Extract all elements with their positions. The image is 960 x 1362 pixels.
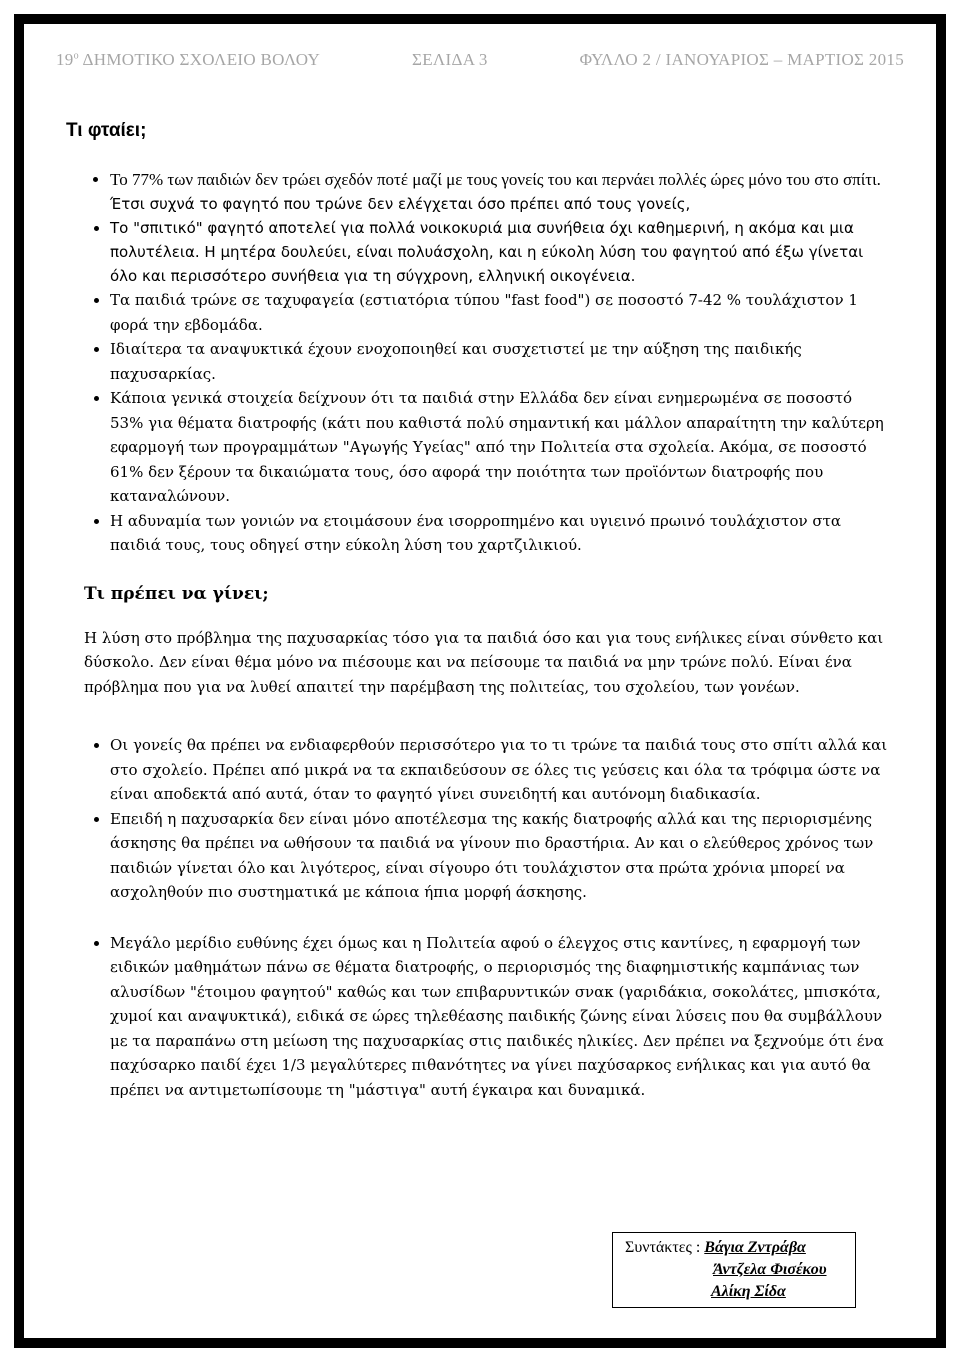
section-title-solutions: Τι πρέπει να γίνει; [84, 583, 269, 604]
list-item: • Το "σπιτικό" φαγητό αποτελεί για πολλά νοικοκυριά μια συνήθεια όχι καθημερινή, η ακόμα και μια πολυτέλεια. Η μητέρα δουλεύει, είναι πολυάσχολη, και η εύκολη λύση του φαγητού από έξω γίνεται όλο και περισσότερο συνήθεια για τη σύγχρονη, ελληνική οικογένεια. [110, 216, 890, 288]
list-item: • Η αδυναμία των γονιών να ετοιμάσουν ένα ισορροπημένο και υγιεινό πρωινό τουλάχιστον στα παιδιά τους, τους οδηγεί στην εύκολη λύση του χαρτζιλικιού. [110, 509, 890, 558]
header-page: ΣΕΛΙΔΑ 3 [412, 50, 488, 69]
authors-box [612, 1232, 856, 1308]
list-item: • Μεγάλο μερίδιο ευθύνης έχει όμως και η Πολιτεία αφού ο έλεγχος στις καντίνες, η εφαρμογή των ειδικών μαθημάτων πάνω σε θέματα διατροφής, ο περιορισμός της διαφημιστικής καμπάνιας των αλυσίδων "έτοιμου φαγητού" καθώς και των επιβαρυντικών σνακ (γαριδάκια, σοκολάτες, μπισκότα, χυμοί και αναψυκτικά), ειδικά σε ώρες τηλεθέασης παιδικής ζώνης είναι λύσεις που θα συμβάλλουν με τα παραπάνω στη μείωση της παχυσαρκίας στις παιδικές ηλικίες. Δεν πρέπει να ξεχνούμε ότι ένα παχύσαρκο παιδί έχει 1/3 μεγαλύτερες πιθανότητες να γίνει παχύσαρκος ενήλικας και για αυτό θα πρέπει να αντιμετωπίσουμε τη "μάστιγα" αυτή έγκαιρα και δυναμικά. [110, 931, 890, 1103]
solutions-list [66, 733, 890, 1102]
solutions-intro: Η λύση στο πρόβλημα της παχυσαρκίας τόσο για τα παιδιά όσο και για τους ενήλικες είναι σύνθετο και δύσκολο. Δεν είναι θέμα μόνο να πιέσουμε και να πείσουμε τα παιδιά να μην τρώνε πολύ. Είναι ένα πρόβλημα που για να λυθεί απαιτεί την παρέμβαση της πολιτείας, του σχολείου, των γονέων. [84, 628, 884, 696]
header-issue: ΦΥΛΛΟ 2 / ΙΑΝΟΥΑΡΙΟΣ – ΜΑΡΤΙΟΣ 2015 [579, 50, 904, 69]
author-name: Βάγια Ζντράβα [704, 1239, 806, 1256]
author-name: Αλίκη Σίδα [711, 1283, 786, 1300]
running-header [56, 50, 904, 70]
authors-label: Συντάκτες : [625, 1239, 701, 1256]
list-item: • Επειδή η παχυσαρκία δεν είναι μόνο αποτέλεσμα της κακής διατροφής αλλά και της περιορισμένης άσκησης θα πρέπει να ωθήσουν τα παιδιά να γίνουν πιο δραστήρια. Αν και ο ελεύθερος χρόνος των παιδιών γίνεται όλο και λιγότερος, είναι σίγουρο ότι τουλάχιστον στα πρώτα χρόνια μπορεί να ασχοληθούν πιο συστηματικά με κάποια ήπια μορφή άσκησης. [110, 807, 890, 905]
list-item: • Ιδιαίτερα τα αναψυκτικά έχουν ενοχοποιηθεί και συσχετιστεί με την αύξηση της παιδικής παχυσαρκίας. [110, 337, 890, 386]
list-item: • Κάποια γενικά στοιχεία δείχνουν ότι τα παιδιά στην Ελλάδα δεν είναι ενημερωμένα σε ποσοστό 53% για θέματα διατροφής (κάτι που καθιστά πολύ σημαντική και μάλλον απαραίτητη την καλύτερη εφαρμογή των προγραμμάτων "Αγωγής Υγείας" από την Πολιτεία στα σχολεία. Ακόμα, σε ποσοστό 61% δεν ξέρουν τα δικαιώματα τους, όσο αφορά την ποιότητα των προϊόντων διατροφής που καταναλώνουν. [110, 386, 890, 509]
list-item: • Τα παιδιά τρώνε σε ταχυφαγεία (εστιατόρια τύπου "fast food") σε ποσοστό 7-42 % τουλάχιστον 1 φορά την εβδομάδα. [110, 288, 890, 337]
author-name: Άντζελα Φισέκου [713, 1261, 827, 1278]
header-school: $19^o$ ΔΗΜΟΤΙΚΟ ΣΧΟΛΕΙΟ ΒΟΛΟΥ [56, 50, 321, 69]
causes-list [66, 168, 890, 558]
list-item: • Οι γονείς θα πρέπει να ενδιαφερθούν περισσότερο για το τι τρώνε τα παιδιά τους στο σπίτι αλλά και στο σχολείο. Πρέπει από μικρά να τα εκπαιδεύσουν σε όλες τις γεύσεις και όλα τα τρόφιμα ώστε να είναι αποδεκτά από αυτά, όταν το φαγητό γίνει συνειδητή και αυτόνομη διαδικασία. [110, 733, 890, 807]
section-title-causes: Τι φταίει; [66, 120, 147, 141]
list-item: • Το 77% των παιδιών δεν τρώει σχεδόν ποτέ μαζί με τους γονείς του και περνάει πολλές ώρες μόνο του στο σπίτι. Έτσι συχνά το φαγητό που τρώνε δεν ελέγχεται όσο πρέπει από τους γονείς, [110, 168, 890, 216]
article-body [66, 120, 890, 1102]
